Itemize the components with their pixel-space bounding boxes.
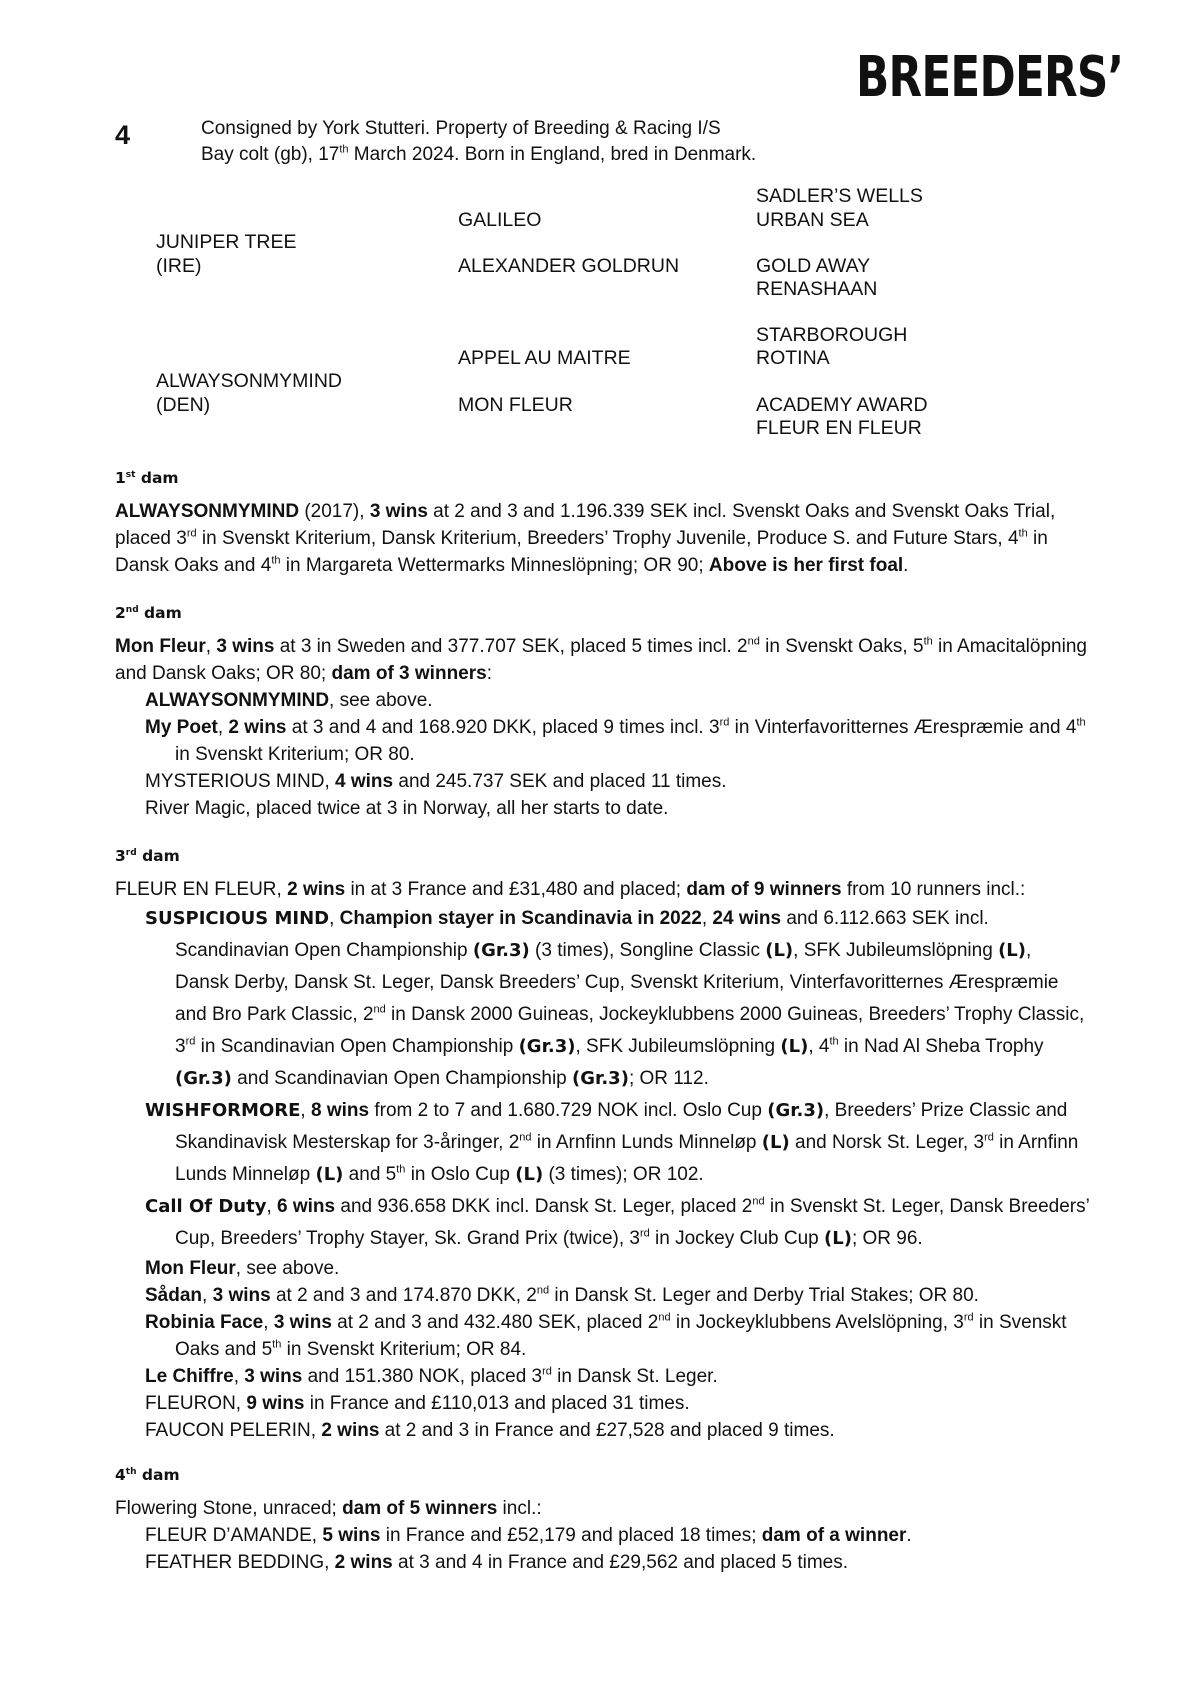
produce-row: MYSTERIOUS MIND, 4 wins and 245.737 SEK and placed 11 times. [145,771,727,792]
pedigree-dam-dam: MON FLEUR [458,394,573,416]
third-dam-section [115,843,1090,1444]
third-dam-text: FLEUR EN FLEUR, 2 wins in at 3 France and £31,480 and placed; dam of 9 winners from 10 runners incl.: [115,879,1026,900]
pedigree-sire-dam: ALEXANDER GOLDRUN [458,255,680,277]
lot-number: 4 [115,120,131,150]
produce-row: ALWAYSONMYMIND, see above. [145,690,433,711]
pedigree-sire-country: (IRE) [156,255,202,277]
pedigree-ssd: URBAN SEA [756,209,869,231]
pedigree-dds: ACADEMY AWARD [756,394,928,416]
pedigree-ddd: FLEUR EN FLEUR [756,417,922,439]
third-dam-heading: 3rd dam [115,847,180,865]
produce-row: FAUCON PELERIN, 2 wins at 2 and 3 in France and £27,528 and placed 9 times. [145,1420,835,1441]
pedigree-sdd: RENASHAAN [756,278,878,300]
pedigree-dam: ALWAYSONMYMIND [156,370,342,392]
pedigree-sds: GOLD AWAY [756,255,871,277]
produce-row: FLEUR D’AMANDE, 5 wins in France and £52,179 and placed 18 times; dam of a winner. [145,1525,912,1546]
horse-description: Bay colt (gb), 17th March 2024. Born in England, bred in Denmark. [201,143,757,165]
produce-row: WISHFORMORE, 8 wins from 2 to 7 and 1.680.729 NOK incl. Oslo Cup (Gr.3), Breeders’ Prize Classic and Skandinavisk Mesterskap for 3-åringer, 2nd in Arnfinn Lunds Minneløp (L) and Norsk St. Leger, 3rd in Arnfinn Lunds Minneløp (L) and 5th in Oslo Cup (L) (3 times); OR 102. [145,1100,1079,1185]
produce-row: My Poet, 2 wins at 3 and 4 and 168.920 DKK, placed 9 times incl. 3rd in Vinterfavoritternes Ærespræmie and 4th in Svenskt Kriterium; OR 80. [145,716,1086,765]
second-dam-section [115,600,1090,822]
pedigree-dam-country: (DEN) [156,394,211,416]
first-dam-heading: 1st dam [115,469,179,487]
produce-row: Mon Fleur, see above. [145,1258,340,1279]
fourth-dam-section [115,1462,1090,1576]
breeders-logo: BREEDERS’ [856,45,1124,110]
first-dam-text: ALWAYSONMYMIND (2017), 3 wins at 2 and 3 and 1.196.339 SEK incl. Svenskt Oaks and Svenskt Oaks Trial, placed 3rd in Svenskt Kriterium, Dansk Kriterium, Breeders’ Trophy Juvenile, Produce S. and Future Stars, 4th in Dansk Oaks and 4th in Margareta Wettermarks Minneslöpning; OR 90; Above is her first foal. [115,501,1056,576]
second-dam-text: Mon Fleur, 3 wins at 3 in Sweden and 377.707 SEK, placed 5 times incl. 2nd in Svenskt Oaks, 5th in Amacitalöpning and Dansk Oaks; OR 80; dam of 3 winners: [115,635,1087,684]
pedigree-sire: JUNIPER TREE [156,231,297,253]
produce-row: Sådan, 3 wins at 2 and 3 and 174.870 DKK, 2nd in Dansk St. Leger and Derby Trial Stakes; OR 80. [145,1284,979,1306]
fourth-dam-heading: 4th dam [115,1466,180,1484]
produce-row: Le Chiffre, 3 wins and 151.380 NOK, placed 3rd in Dansk St. Leger. [145,1365,718,1387]
produce-row: Call Of Duty, 6 wins and 936.658 DKK incl. Dansk St. Leger, placed 2nd in Svenskt St. Leger, Dansk Breeders’ Cup, Breeders’ Trophy Stayer, Sk. Grand Prix (twice), 3rd in Jockey Club Cup (L); OR 96. [145,1195,1090,1249]
pedigree-sss: SADLER’S WELLS [756,185,923,207]
second-dam-heading: 2nd dam [115,604,182,622]
consignor-line: Consigned by York Stutteri. Property of Breeding & Racing I/S [201,118,721,139]
pedigree-dss: STARBOROUGH [756,324,908,346]
fourth-dam-text: Flowering Stone, unraced; dam of 5 winners incl.: [115,1498,542,1519]
first-dam-section [115,465,1090,579]
produce-row: SUSPICIOUS MIND, Champion stayer in Scandinavia in 2022, 24 wins and 6.112.663 SEK incl. Scandinavian Open Championship (Gr.3) (3 times), Songline Classic (L), SFK Jubileumslöpning (L), Dansk Derby, Dansk St. Leger, Dansk Breeders’ Cup, Svenskt Kriterium, Vinterfavoritternes Ærespræmie and Bro Park Classic, 2nd in Dansk 2000 Guineas, Jockeyklubbens 2000 Guineas, Breeders’ Trophy Classic, 3rd in Scandinavian Open Championship (Gr.3), SFK Jubileumslöpning (L), 4th in Nad Al Sheba Trophy (Gr.3) and Scandinavian Open Championship (Gr.3); OR 112. [145,908,1085,1089]
produce-row: Robinia Face, 3 wins at 2 and 3 and 432.480 SEK, placed 2nd in Jockeyklubbens Avelslöpning, 3rd in Svenskt Oaks and 5th in Svenskt Kriterium; OR 84. [145,1311,1067,1360]
produce-row: FEATHER BEDDING, 2 wins at 3 and 4 in France and £29,562 and placed 5 times. [145,1552,849,1573]
pedigree-dam-sire: APPEL AU MAITRE [458,347,631,369]
pedigree-dsd: ROTINA [756,347,830,369]
produce-row: FLEURON, 9 wins in France and £110,013 and placed 31 times. [145,1393,690,1414]
pedigree-sire-sire: GALILEO [458,209,542,231]
produce-row: River Magic, placed twice at 3 in Norway, all her starts to date. [145,798,669,819]
